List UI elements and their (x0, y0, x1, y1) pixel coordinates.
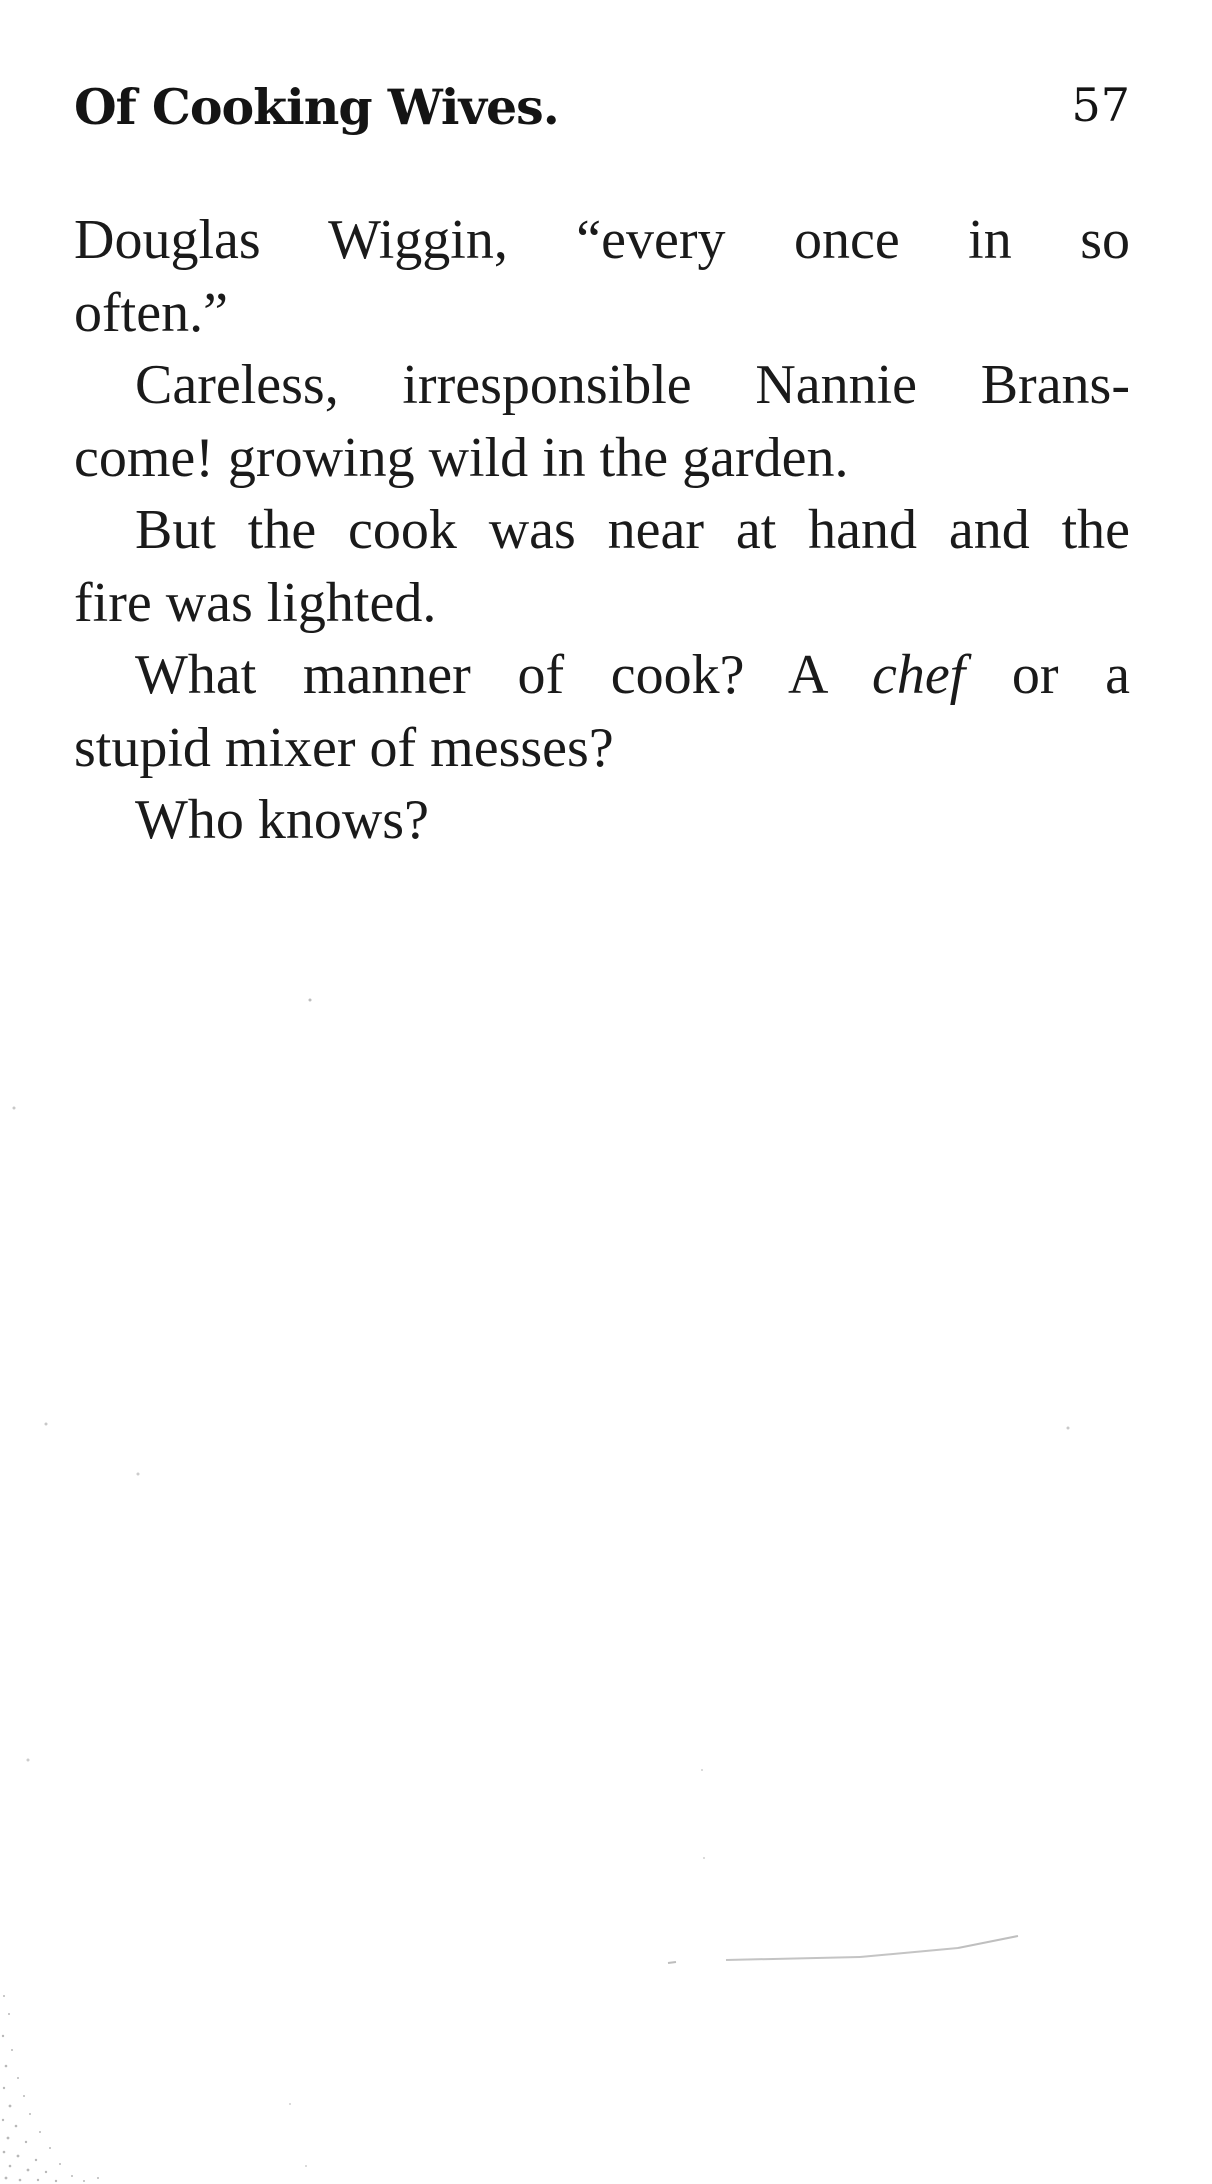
body-text (74, 204, 1130, 857)
paragraph-2 (74, 349, 1130, 494)
speck (726, 1957, 860, 1960)
speck (289, 2103, 291, 2105)
speck (958, 1936, 1018, 1948)
chapter-title: Of Cooking Wives. (74, 78, 559, 136)
speck (137, 1473, 140, 1476)
paragraph-line: stupid mixer of messes? (74, 716, 614, 779)
speck (701, 1769, 703, 1771)
speck (13, 1107, 16, 1110)
speck (668, 1962, 676, 1963)
speck (45, 1423, 48, 1426)
speck (309, 999, 312, 1002)
speck (1067, 1427, 1070, 1430)
corner-smudge (2, 1995, 99, 2182)
paragraph-4 (74, 639, 1130, 784)
speck (703, 1857, 705, 1859)
speck (27, 1759, 30, 1762)
paragraph-line: come! growing wild in the garden. (74, 426, 849, 489)
paragraph-3 (74, 494, 1130, 639)
italic-word: chef (871, 644, 966, 706)
paragraph-5 (74, 784, 1130, 857)
paragraph-line: Who knows? (135, 789, 429, 851)
speck (860, 1948, 958, 1957)
line-text: What manner of cook? A (135, 644, 826, 706)
line-text: or a (1011, 644, 1131, 706)
paragraph-line: often.” (74, 281, 228, 344)
paragraph-line: Careless, irresponsible Nannie Brans- (135, 354, 1130, 416)
paragraph-line: But the cook was near at hand and the (135, 499, 1130, 561)
paragraph-1 (74, 204, 1130, 349)
running-head (74, 72, 1136, 152)
paragraph-line (74, 639, 1130, 712)
speck (305, 2165, 307, 2167)
paragraph-line: Douglas Wiggin, “every once in so (74, 209, 1130, 271)
page-number: 57 (1071, 78, 1130, 132)
paragraph-line: fire was lighted. (74, 571, 437, 634)
